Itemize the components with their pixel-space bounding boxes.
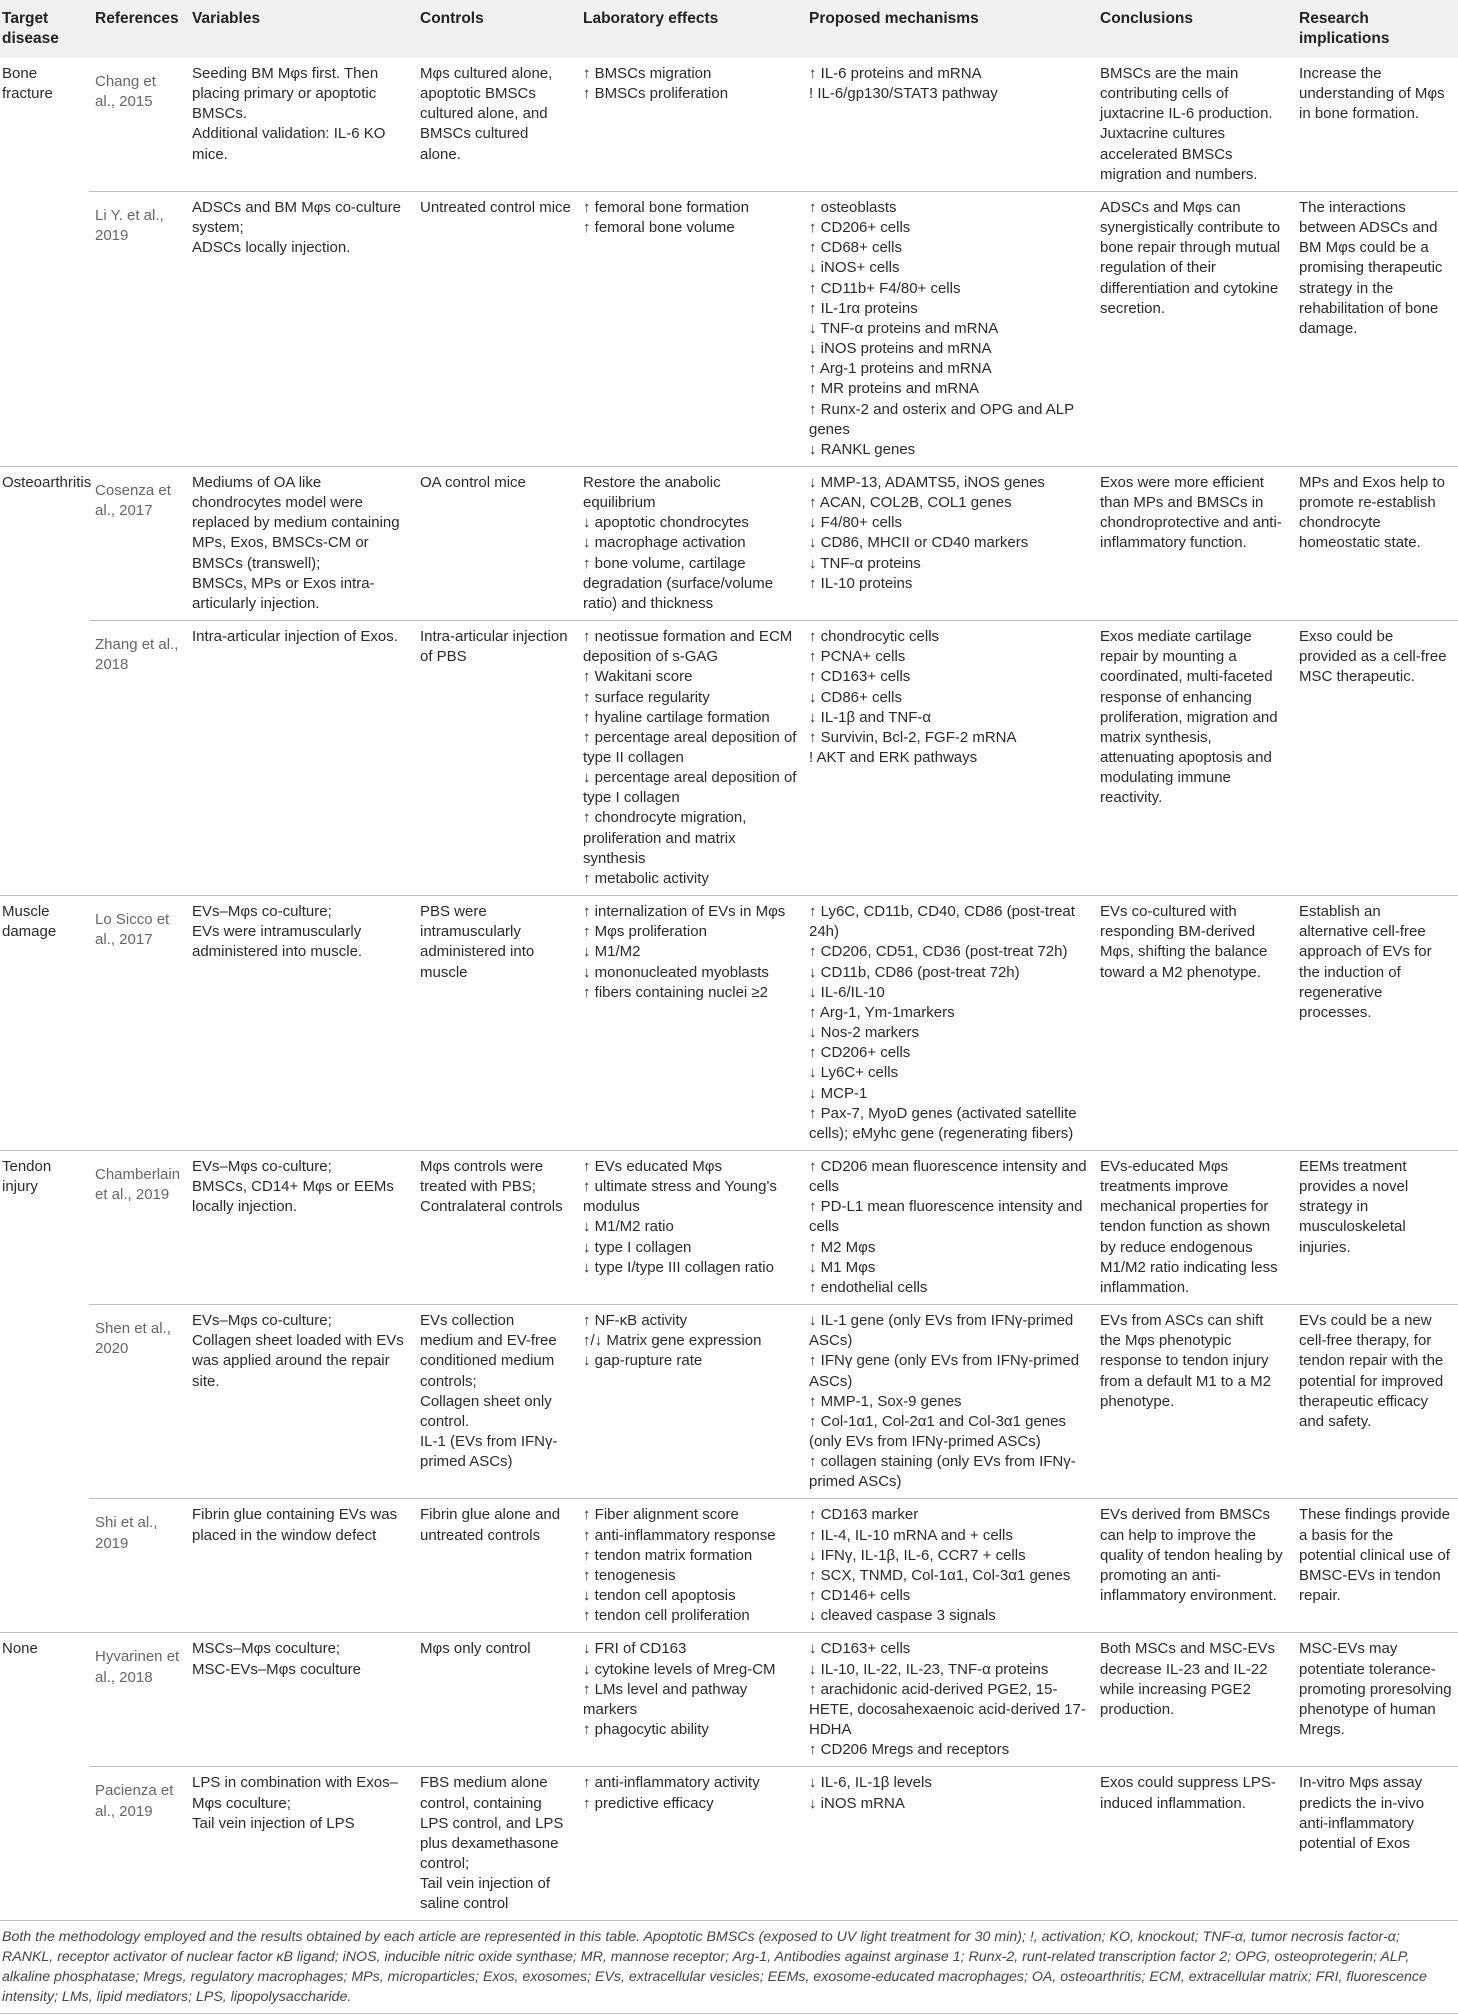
implications-cell: EVs could be a new cell-free therapy, for tendon repair with the potential for improved therapeutic efficacy and safety. <box>1293 1305 1458 1499</box>
reference-cell: Li Y. et al., 2019 <box>89 191 186 466</box>
disease-cell <box>0 1305 89 1499</box>
mechanisms-cell: ↑ IL-6 proteins and mRNA ! IL-6/gp130/STAT3 pathway <box>809 65 998 103</box>
disease-cell: Muscle damage <box>0 896 89 1151</box>
reference-cell: Lo Sicco et al., 2017 <box>89 896 186 1151</box>
conclusions-cell: EVs-educated Mφs treatments improve mechanical properties for tendon function as shown by reduce endogenous M1/M2 ratio indicating less inflammation. <box>1094 1150 1293 1304</box>
implications-cell: MPs and Exos help to promote re-establish chondrocyte homeostatic state. <box>1293 466 1458 620</box>
conclusions-cell: BMSCs are the main contributing cells of juxtacrine IL-6 production. Juxtacrine cultures accelerated BMSCs migration and numbers. <box>1100 65 1273 183</box>
table-row <box>0 191 1458 466</box>
variables-cell: EVs–Mφs co-culture; BMSCs, CD14+ Mφs or EEMs locally injection. <box>186 1150 414 1304</box>
reference-cell: Chang et al., 2015 <box>95 73 156 111</box>
column-header: Laboratory effects <box>577 0 803 58</box>
mechanisms-cell: ↑ Ly6C, CD11b, CD40, CD86 (post-treat 24h) ↑ CD206, CD51, CD36 (post-treat 72h) ↓ CD11b, CD86 (post-treat 72h) ↓ IL-6/IL-10 ↑ Arg-1, Ym-1markers ↓ Nos-2 markers ↑ CD206+ cells ↓ Ly6C+ cells ↓ MCP-1 ↑ Pax-7, MyoD genes (activated satellite cells); eMyhc gene (regenerating fibers) <box>803 896 1094 1151</box>
mechanisms-cell: ↓ IL-6, IL-1β levels ↓ iNOS mRNA <box>803 1767 1094 1921</box>
variables-cell: EVs–Mφs co-culture; Collagen sheet loaded with EVs was applied around the repair site. <box>186 1305 414 1499</box>
effects-cell: ↑ BMSCs migration ↑ BMSCs proliferation <box>583 65 729 103</box>
implications-cell: These findings provide a basis for the potential clinical use of BMSC-EVs in tendon repair. <box>1293 1499 1458 1633</box>
controls-cell: OA control mice <box>414 466 577 620</box>
implications-cell: Exso could be provided as a cell-free MSC therapeutic. <box>1293 621 1458 896</box>
effects-cell: ↑ anti-inflammatory activity ↑ predictive efficacy <box>577 1767 803 1921</box>
reference-cell: Shen et al., 2020 <box>89 1305 186 1499</box>
mechanisms-cell: ↑ CD163 marker ↑ IL-4, IL-10 mRNA and + cells ↓ IFNγ, IL-1β, IL-6, CCR7 + cells ↑ SCX, TNMD, Col-1α1, Col-3α1 genes ↑ CD146+ cells ↓ cleaved caspase 3 signals <box>803 1499 1094 1633</box>
disease-cell: Tendon injury <box>0 1150 89 1304</box>
conclusions-cell: EVs from ASCs can shift the Mφs phenotypic response to tendon injury from a default M1 to a M2 phenotype. <box>1094 1305 1293 1499</box>
column-header: References <box>89 0 186 58</box>
effects-cell: ↑ EVs educated Mφs ↑ ultimate stress and Young's modulus ↓ M1/M2 ratio ↓ type I collagen ↓ type I/type III collagen ratio <box>577 1150 803 1304</box>
disease-cell <box>0 1767 89 1921</box>
implications-cell: Increase the understanding of Mφs in bone formation. <box>1299 65 1445 123</box>
reference-cell: Chamberlain et al., 2019 <box>89 1150 186 1304</box>
column-header: Research implications <box>1293 0 1458 58</box>
disease-cell <box>0 191 89 466</box>
implications-cell: Establish an alternative cell-free approach of EVs for the induction of regenerative processes. <box>1293 896 1458 1151</box>
table-body <box>0 58 1458 1920</box>
controls-cell: Mφs controls were treated with PBS; Contralateral controls <box>414 1150 577 1304</box>
table-row <box>0 621 1458 896</box>
implications-cell: EEMs treatment provides a novel strategy in musculoskeletal injuries. <box>1293 1150 1458 1304</box>
effects-cell: ↓ FRI of CD163 ↓ cytokine levels of Mreg-CM ↑ LMs level and pathway markers ↑ phagocytic ability <box>577 1633 803 1767</box>
conclusions-cell: Exos mediate cartilage repair by mounting a coordinated, multi-faceted response of enhancing proliferation, migration and matrix synthesis, attenuating apoptosis and modulating immune reactivity. <box>1094 621 1293 896</box>
controls-cell: Mφs only control <box>414 1633 577 1767</box>
variables-cell: LPS in combination with Exos–Mφs coculture; Tail vein injection of LPS <box>186 1767 414 1921</box>
effects-cell: ↑ Fiber alignment score ↑ anti-inflammatory response ↑ tendon matrix formation ↑ tenogenesis ↓ tendon cell apoptosis ↑ tendon cell proliferation <box>577 1499 803 1633</box>
variables-cell: Mediums of OA like chondrocytes model were replaced by medium containing MPs, Exos, BMSCs-CM or BMSCs (transwell); BMSCs, MPs or Exos intra-articularly injection. <box>186 466 414 620</box>
table-row <box>0 1633 1458 1767</box>
controls-cell: Mφs cultured alone, apoptotic BMSCs cultured alone, and BMSCs cultured alone. <box>420 65 553 163</box>
variables-cell: Fibrin glue containing EVs was placed in the window defect <box>186 1499 414 1633</box>
reference-cell: Pacienza et al., 2019 <box>89 1767 186 1921</box>
effects-cell: ↑ internalization of EVs in Mφs ↑ Mφs proliferation ↓ M1/M2 ↓ mononucleated myoblasts ↑ fibers containing nuclei ≥2 <box>577 896 803 1151</box>
conclusions-cell: Exos could suppress LPS-induced inflammation. <box>1094 1767 1293 1921</box>
reference-cell: Shi et al., 2019 <box>89 1499 186 1633</box>
implications-cell: MSC-EVs may potentiate tolerance-promoting proresolving phenotype of human Mregs. <box>1293 1633 1458 1767</box>
reference-cell: Cosenza et al., 2017 <box>89 466 186 620</box>
conclusions-cell: ADSCs and Mφs can synergistically contribute to bone repair through mutual regulation of their differentiation and cytokine secretion. <box>1094 191 1293 466</box>
conclusions-cell: Both MSCs and MSC-EVs decrease IL-23 and IL-22 while increasing PGE2 production. <box>1094 1633 1293 1767</box>
reference-cell: Zhang et al., 2018 <box>89 621 186 896</box>
conclusions-cell: EVs derived from BMSCs can help to improve the quality of tendon healing by promoting an anti-inflammatory environment. <box>1094 1499 1293 1633</box>
effects-cell: ↑ NF-κB activity ↑/↓ Matrix gene expression ↓ gap-rupture rate <box>577 1305 803 1499</box>
effects-cell: Restore the anabolic equilibrium ↓ apoptotic chondrocytes ↓ macrophage activation ↑ bone volume, cartilage degradation (surface/volume ratio) and thickness <box>577 466 803 620</box>
disease-cell <box>0 1499 89 1633</box>
column-header: Proposed mechanisms <box>803 0 1094 58</box>
variables-cell: ADSCs and BM Mφs co-culture system; ADSCs locally injection. <box>186 191 414 466</box>
controls-cell: PBS were intramuscularly administered into muscle <box>414 896 577 1151</box>
mechanisms-cell: ↓ MMP-13, ADAMTS5, iNOS genes ↑ ACAN, COL2B, COL1 genes ↓ F4/80+ cells ↓ CD86, MHCII or CD40 markers ↓ TNF-α proteins ↑ IL-10 proteins <box>803 466 1094 620</box>
variables-cell: MSCs–Mφs coculture; MSC-EVs–Mφs coculture <box>186 1633 414 1767</box>
mechanisms-cell: ↓ CD163+ cells ↓ IL-10, IL-22, IL-23, TNF-α proteins ↑ arachidonic acid-derived PGE2, 15-HETE, docosahexaenoic acid-derived 17-HDHA ↑ CD206 Mregs and receptors <box>803 1633 1094 1767</box>
column-header: Variables <box>186 0 414 58</box>
footnote-text: Both the methodology employed and the results obtained by each article are represented in this table. Apoptotic BMSCs (exposed to UV light treatment for 30 min); !, activation; KO, knockout; TNF-α, tumor necrosis factor-α; RANKL, receptor activator of nuclear factor κB ligand; iNOS, inducible nitric oxide synthase; MR, mannose receptor; Arg-1, Antibodies against arginase 1; Runx-2, runt-related transcription factor 2; OPG, osteoprotegerin; ALP, alkaline phosphatase; Mregs, regulatory macrophages; MPs, microparticles; Exos, exosomes; EVs, extracellular vesicles; EEMs, exosome-educated macrophages; OA, osteoarthritis; ECM, extracellular matrix; FRI, fluorescence intensity; LMs, lipid mediators; LPS, lipopolysaccharide. <box>2 1929 1427 2006</box>
mechanisms-cell: ↑ CD206 mean fluorescence intensity and cells ↑ PD-L1 mean fluorescence intensity and cells ↑ M2 Mφs ↓ M1 Mφs ↑ endothelial cells <box>803 1150 1094 1304</box>
table-row <box>0 58 1458 191</box>
table-row <box>0 1150 1458 1304</box>
controls-cell: FBS medium alone control, containing LPS control, and LPS plus dexamethasone control; Tail vein injection of saline control <box>414 1767 577 1921</box>
table-row <box>0 466 1458 620</box>
variables-cell: EVs–Mφs co-culture; EVs were intramuscularly administered into muscle. <box>186 896 414 1151</box>
variables-cell: Intra-articular injection of Exos. <box>186 621 414 896</box>
disease-cell: None <box>0 1633 89 1767</box>
conclusions-cell: Exos were more efficient than MPs and BMSCs in chondroprotective and anti-inflammatory function. <box>1094 466 1293 620</box>
table-row <box>0 1305 1458 1499</box>
mechanisms-cell: ↓ IL-1 gene (only EVs from IFNγ-primed ASCs) ↑ IFNγ gene (only EVs from IFNγ-primed ASCs) ↑ MMP-1, Sox-9 genes ↑ Col-1α1, Col-2α1 and Col-3α1 genes (only EVs from IFNγ-primed ASCs) ↑ collagen staining (only EVs from IFNγ-primed ASCs) <box>803 1305 1094 1499</box>
disease-cell: Bone fracture <box>2 65 53 103</box>
table-header <box>0 0 1458 58</box>
disease-cell: Osteoarthritis <box>0 466 89 620</box>
controls-cell: Fibrin glue alone and untreated controls <box>414 1499 577 1633</box>
implications-cell: In-vitro Mφs assay predicts the in-vivo anti-inflammatory potential of Exos <box>1293 1767 1458 1921</box>
effects-cell: ↑ neotissue formation and ECM deposition of s-GAG ↑ Wakitani score ↑ surface regularity ↑ hyaline cartilage formation ↑ percentage areal deposition of type II collagen ↓ percentage areal deposition of type I collagen ↑ chondrocyte migration, proliferation and matrix synthesis ↑ metabolic activity <box>577 621 803 896</box>
variables-cell: Seeding BM Mφs first. Then placing primary or apoptotic BMSCs. Additional validation: IL-6 KO mice. <box>192 65 386 163</box>
effects-cell: ↑ femoral bone formation ↑ femoral bone volume <box>577 191 803 466</box>
reference-cell: Hyvarinen et al., 2018 <box>89 1633 186 1767</box>
table-row <box>0 1499 1458 1633</box>
implications-cell: The interactions between ADSCs and BM Mφs could be a promising therapeutic strategy in the rehabilitation of bone damage. <box>1293 191 1458 466</box>
mechanisms-cell: ↑ chondrocytic cells ↑ PCNA+ cells ↑ CD163+ cells ↓ CD86+ cells ↓ IL-1β and TNF-α ↑ Survivin, Bcl-2, FGF-2 mRNA ! AKT and ERK pathways <box>803 621 1094 896</box>
column-header: Controls <box>414 0 577 58</box>
disease-cell <box>0 621 89 896</box>
table-footnote <box>0 1920 1458 2014</box>
controls-cell: Untreated control mice <box>414 191 577 466</box>
table-row <box>0 896 1458 1151</box>
column-header: Target disease <box>0 0 89 58</box>
column-header: Conclusions <box>1094 0 1293 58</box>
conclusions-cell: EVs co-cultured with responding BM-derived Mφs, shifting the balance toward a M2 phenotype. <box>1094 896 1293 1151</box>
controls-cell: EVs collection medium and EV-free conditioned medium controls; Collagen sheet only control. IL-1 (EVs from IFNγ-primed ASCs) <box>414 1305 577 1499</box>
controls-cell: Intra-articular injection of PBS <box>414 621 577 896</box>
table-row <box>0 1767 1458 1921</box>
mechanisms-cell: ↑ osteoblasts ↑ CD206+ cells ↑ CD68+ cells ↓ iNOS+ cells ↑ CD11b+ F4/80+ cells ↑ IL-1rα proteins ↓ TNF-α proteins and mRNA ↓ iNOS proteins and mRNA ↑ Arg-1 proteins and mRNA ↑ MR proteins and mRNA ↑ Runx-2 and osterix and OPG and ALP genes ↓ RANKL genes <box>803 191 1094 466</box>
